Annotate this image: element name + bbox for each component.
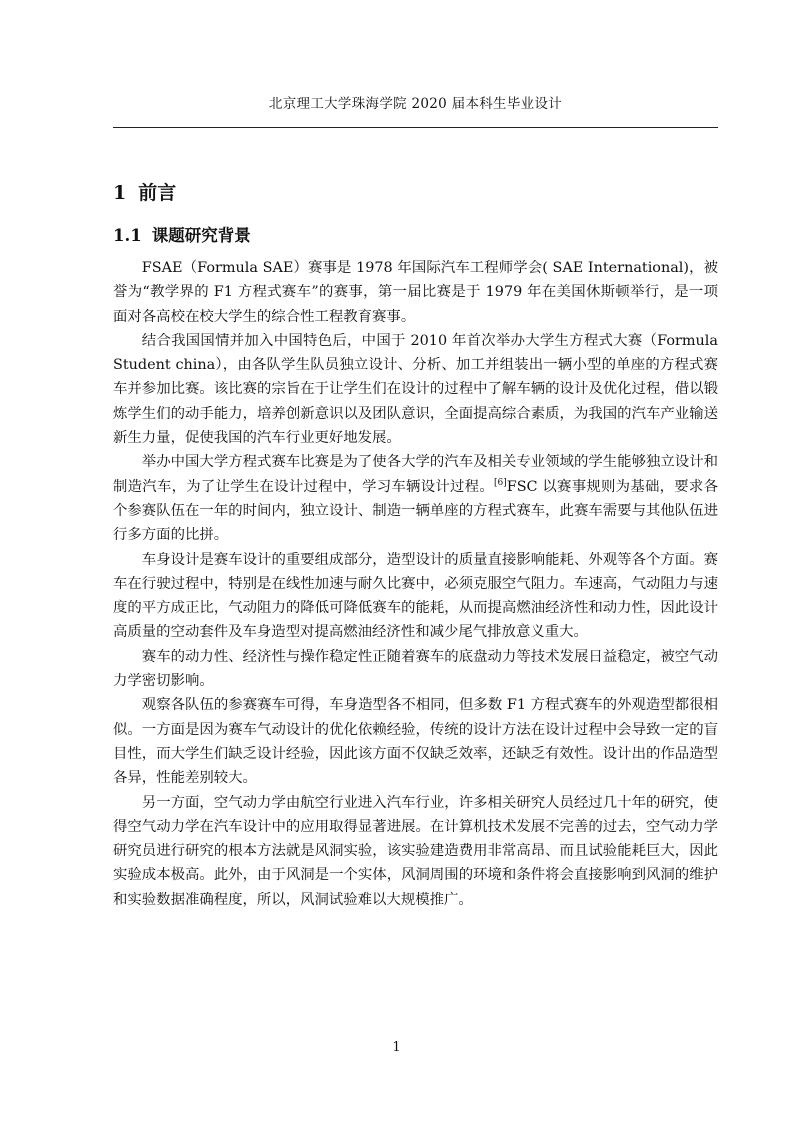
- subsection-heading: [113, 222, 251, 246]
- section-title: 前言: [138, 182, 177, 204]
- paragraph: 另一方面，空气动力学由航空行业进入汽车行业，许多相关研究人员经过几十年的研究，使得空气动力学在汽车设计中的应用取得显著进展。在计算机技术发展不完善的过去，空气动力学研究员进行研究的根本方法就是风洞实验，该实验建造费用非常高昂、而且试验能耗巨大，因此实验成本极高。此外，由于风洞是一个实体，风洞周围的环境和条件将会直接影响到风洞的维护和实验数据准确程度，所以，风洞试验难以大规模推广。: [113, 794, 718, 908]
- body-text: [113, 256, 718, 912]
- page-number: 1: [392, 1040, 401, 1055]
- header-divider: [113, 127, 718, 128]
- paragraph: [113, 450, 718, 547]
- paragraph: 车身设计是赛车设计的重要组成部分，造型设计的质量直接影响能耗、外观等各个方面。赛车在行驶过程中，特别是在线性加速与耐久比赛中，必须克服空气阻力。车速高，气动阻力与速度的平方成正比，气动阻力的降低可降低赛车的能耗，从而提高燃油经济性和动力性，因此设计高质量的空动套件及车身造型对提高燃油经济性和减少尾气排放意义重大。: [113, 551, 718, 641]
- citation-marker: [6]: [493, 477, 507, 488]
- paragraph-text: 举办中国大学方程式赛车比赛是为了使各大学的汽车及相关专业领域的学生能够独立设计和制造汽车，为了让学生在设计过程中，学习车辆设计过程。: [113, 454, 718, 495]
- subsection-title: 课题研究背景: [151, 226, 251, 245]
- section-number: 1: [113, 182, 127, 204]
- paragraph: 观察各队伍的参赛赛车可得，车身造型各不相同，但多数 F1 方程式赛车的外观造型都很相似。一方面是因为赛车气动设计的优化依赖经验，传统的设计方法在设计过程中会导致一定的盲目性，而大学生们缺乏设计经验，因此该方面不仅缺乏效率，还缺乏有效性。设计出的作品造型各异，性能差别较大。: [113, 697, 718, 787]
- paragraph-text: FSC 以赛事规则为基础，要求各个参赛队伍在一年的时间内，独立设计、制造一辆单座的方程式赛车，此赛车需要与其他队伍进行多方面的比拼。: [113, 478, 718, 544]
- paragraph: FSAE（Formula SAE）赛事是 1978 年国际汽车工程师学会( SAE International)，被誉为“教学界的 F1 方程式赛车”的赛事，第一届比赛是于 1979 年在美国休斯顿举行，是一项面对各高校在校大学生的综合性工程教育赛事。: [113, 260, 718, 325]
- paragraph: 赛车的动力性、经济性与操作稳定性正随着赛车的底盘动力等技术发展日益稳定，被空气动力学密切影响。: [113, 648, 718, 690]
- subsection-number: 1.1: [113, 226, 142, 245]
- paragraph: 结合我国国情并加入中国特色后，中国于 2010 年首次举办大学生方程式大赛（Formula Student china），由各队学生队员独立设计、分析、加工并组装出一辆小型的单座的方程式赛车并参加比赛。该比赛的宗旨在于让学生们在设计的过程中了解车辆的设计及优化过程，借以锻炼学生们的动手能力，培养创新意识以及团队意识，全面提高综合素质，为我国的汽车产业输送新生力量，促使我国的汽车行业更好地发展。: [113, 332, 718, 447]
- running-header: 北京理工大学珠海学院 2020 届本科生毕业设计: [268, 96, 563, 112]
- section-heading: [113, 178, 176, 205]
